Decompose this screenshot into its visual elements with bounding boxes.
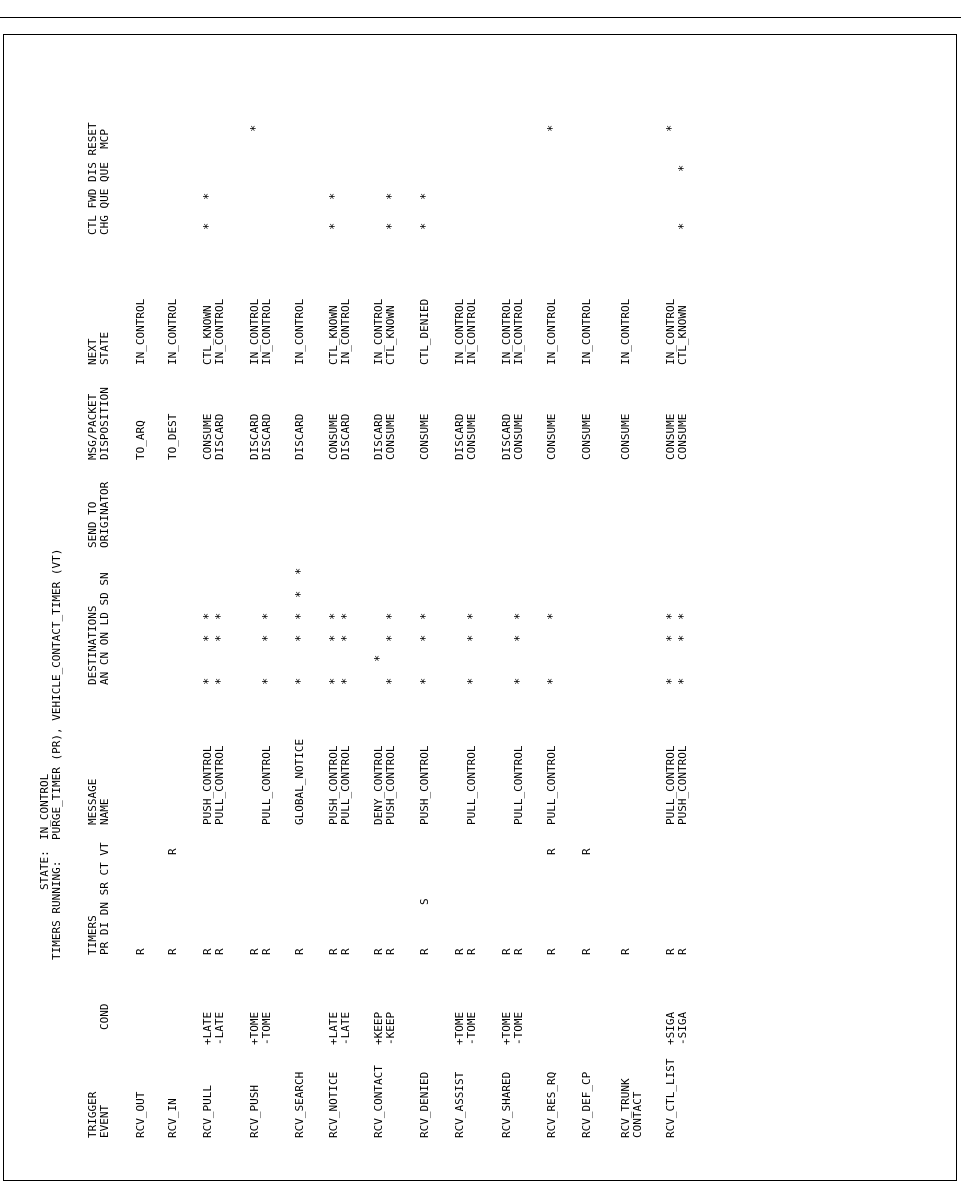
col-destinations-h1: DESTINATIONS <box>86 605 99 685</box>
timer-vt: R <box>545 848 558 855</box>
condition: -TOME <box>260 1011 273 1045</box>
destination-mark-ld: * <box>384 612 398 620</box>
next-state: CTL_KNOWN <box>201 305 214 365</box>
next-state: IN_CONTROL <box>512 298 525 365</box>
msg-packet-disposition: CONSUME <box>580 413 593 460</box>
trigger-event: CONTACT <box>631 1091 644 1138</box>
next-state: CTL_KNOWN <box>676 305 689 365</box>
timer-pr: R <box>201 948 214 955</box>
next-state: IN_CONTROL <box>134 298 147 365</box>
destination-mark-an: * <box>327 677 341 685</box>
msg-packet-disposition: CONSUME <box>664 413 677 460</box>
message-name: PUSH_CONTROL <box>418 745 431 825</box>
col-timers-h2: PR DI DN SR CT VT <box>98 842 111 955</box>
message-name: PUSH_CONTROL <box>201 745 214 825</box>
destination-mark-on: * <box>384 634 398 642</box>
col-queues-h2: CHG QUE QUE MCP <box>98 129 111 235</box>
queue-mark-fwd: * <box>418 192 432 200</box>
col-destinations-h2: AN CN ON LD SD SN <box>98 572 111 685</box>
destination-mark-an: * <box>293 677 307 685</box>
destination-mark-an: * <box>545 677 559 685</box>
condition: +SIGA <box>664 1011 677 1045</box>
msg-packet-disposition: DISCARD <box>260 413 273 460</box>
destination-mark-cn: * <box>372 654 386 662</box>
next-state: IN_CONTROL <box>619 298 632 365</box>
msg-packet-disposition: DISCARD <box>453 413 466 460</box>
timer-pr: R <box>664 948 677 955</box>
col-trigger-h1: TRIGGER <box>86 1091 99 1138</box>
queue-mark-ctl: * <box>676 222 690 230</box>
timer-pr: R <box>619 948 632 955</box>
msg-packet-disposition: DISCARD <box>213 413 226 460</box>
timer-pr: R <box>166 948 179 955</box>
condition: +TOME <box>500 1011 513 1045</box>
destination-mark-sn: * <box>293 567 307 575</box>
timer-pr: R <box>293 948 306 955</box>
destination-mark-an: * <box>676 677 690 685</box>
timers-running-value: PURGE_TIMER (PR), VEHICLE_CONTACT_TIMER (VT) <box>50 548 63 840</box>
col-next-state-h2: STATE <box>98 331 111 365</box>
trigger-event: RCV_SHARED <box>500 1071 513 1138</box>
col-send-to-h1: SEND TO <box>86 501 99 548</box>
queue-mark-ctl: * <box>384 222 398 230</box>
timer-pr: R <box>676 948 689 955</box>
destination-mark-ld: * <box>260 612 274 620</box>
timer-vt: R <box>166 848 179 855</box>
destination-mark-ld: * <box>201 612 215 620</box>
col-msg-packet-h1: MSG/PACKET <box>86 393 99 460</box>
condition: -LATE <box>213 1011 226 1045</box>
message-name: PULL_CONTROL <box>664 745 677 825</box>
condition: -KEEP <box>384 1011 397 1045</box>
msg-packet-disposition: DISCARD <box>248 413 261 460</box>
destination-mark-ld: * <box>418 612 432 620</box>
message-name: PULL_CONTROL <box>512 745 525 825</box>
condition: +LATE <box>201 1011 214 1045</box>
next-state: IN_CONTROL <box>260 298 273 365</box>
msg-packet-disposition: CONSUME <box>512 413 525 460</box>
message-name: PULL_CONTROL <box>213 745 226 825</box>
destination-mark-on: * <box>327 634 341 642</box>
msg-packet-disposition: DISCARD <box>339 413 352 460</box>
next-state: CTL_KNOWN <box>327 305 340 365</box>
message-name: GLOBAL_NOTICE <box>293 738 306 825</box>
timer-sr: S <box>418 898 431 905</box>
destination-mark-ld: * <box>676 612 690 620</box>
condition: +TOME <box>453 1011 466 1045</box>
destination-mark-an: * <box>418 677 432 685</box>
next-state: IN_CONTROL <box>293 298 306 365</box>
condition: +TOME <box>248 1011 261 1045</box>
trigger-event: RCV_RES_RQ <box>545 1071 558 1138</box>
timer-pr: R <box>339 948 352 955</box>
col-message-h1: MESSAGE <box>86 778 99 825</box>
message-name: DENY_CONTROL <box>372 745 385 825</box>
destination-mark-an: * <box>339 677 353 685</box>
msg-packet-disposition: CONSUME <box>619 413 632 460</box>
queue-mark-fwd: * <box>384 192 398 200</box>
timer-pr: R <box>500 948 513 955</box>
condition: -SIGA <box>676 1011 689 1045</box>
message-name: PULL_CONTROL <box>339 745 352 825</box>
timer-pr: R <box>453 948 466 955</box>
col-send-to-h2: ORIGINATOR <box>98 481 111 548</box>
next-state: IN_CONTROL <box>213 298 226 365</box>
timer-pr: R <box>512 948 525 955</box>
col-timers-h1: TIMERS <box>86 915 99 955</box>
destination-mark-on: * <box>201 634 215 642</box>
destination-mark-on: * <box>664 634 678 642</box>
trigger-event: RCV_SEARCH <box>293 1071 306 1138</box>
trigger-event: RCV_NOTICE <box>327 1071 340 1138</box>
next-state: IN_CONTROL <box>248 298 261 365</box>
col-queues-h1: CTL FWD DIS RESET <box>86 122 99 235</box>
destination-mark-an: * <box>512 677 526 685</box>
state-value: IN_CONTROL <box>38 773 51 840</box>
msg-packet-disposition: CONSUME <box>545 413 558 460</box>
next-state: CTL_DENIED <box>418 298 431 365</box>
destination-mark-ld: * <box>545 612 559 620</box>
destination-mark-ld: * <box>465 612 479 620</box>
destination-mark-an: * <box>260 677 274 685</box>
timer-pr: R <box>260 948 273 955</box>
trigger-event: RCV_PULL <box>201 1085 214 1138</box>
destination-mark-an: * <box>201 677 215 685</box>
col-message-h2: NAME <box>98 798 111 825</box>
destination-mark-ld: * <box>664 612 678 620</box>
condition: +KEEP <box>372 1011 385 1045</box>
destination-mark-ld: * <box>512 612 526 620</box>
msg-packet-disposition: TO_ARQ <box>134 420 147 460</box>
destination-mark-on: * <box>293 634 307 642</box>
trigger-event: RCV_CTL_LIST <box>664 1058 677 1138</box>
timer-pr: R <box>545 948 558 955</box>
queue-mark-dis: * <box>676 164 690 172</box>
destination-mark-an: * <box>664 677 678 685</box>
msg-packet-disposition: DISCARD <box>372 413 385 460</box>
msg-packet-disposition: CONSUME <box>676 413 689 460</box>
destination-mark-sd: * <box>293 590 307 598</box>
next-state: IN_CONTROL <box>453 298 466 365</box>
msg-packet-disposition: CONSUME <box>327 413 340 460</box>
trigger-event: RCV_IN <box>166 1098 179 1138</box>
trigger-event: RCV_DENIED <box>418 1071 431 1138</box>
timer-pr: R <box>372 948 385 955</box>
condition: -TOME <box>512 1011 525 1045</box>
destination-mark-an: * <box>465 677 479 685</box>
timer-pr: R <box>384 948 397 955</box>
message-name: PUSH_CONTROL <box>327 745 340 825</box>
message-name: PUSH_CONTROL <box>384 745 397 825</box>
trigger-event: RCV_DEF_CP <box>580 1071 593 1138</box>
message-name: PULL_CONTROL <box>465 745 478 825</box>
trigger-event: RCV_OUT <box>134 1091 147 1138</box>
destination-mark-ld: * <box>339 612 353 620</box>
destination-mark-ld: * <box>213 612 227 620</box>
queue-mark-ctl: * <box>418 222 432 230</box>
condition: -LATE <box>339 1011 352 1045</box>
queue-mark-reset: * <box>545 124 559 132</box>
destination-mark-on: * <box>213 634 227 642</box>
next-state: IN_CONTROL <box>166 298 179 365</box>
destination-mark-on: * <box>465 634 479 642</box>
col-next-state-h1: NEXT <box>86 338 99 365</box>
next-state: CTL_KNOWN <box>384 305 397 365</box>
timer-vt: R <box>580 848 593 855</box>
destination-mark-ld: * <box>293 612 307 620</box>
trigger-event: RCV_CONTACT <box>372 1065 385 1138</box>
destination-mark-ld: * <box>327 612 341 620</box>
trigger-event: RCV_ASSIST <box>453 1071 466 1138</box>
col-trigger-h2: EVENT <box>98 1104 111 1138</box>
msg-packet-disposition: CONSUME <box>384 413 397 460</box>
message-name: PUSH_CONTROL <box>676 745 689 825</box>
next-state: IN_CONTROL <box>500 298 513 365</box>
timer-pr: R <box>248 948 261 955</box>
msg-packet-disposition: DISCARD <box>500 413 513 460</box>
next-state: IN_CONTROL <box>545 298 558 365</box>
queue-mark-reset: * <box>664 124 678 132</box>
timer-pr: R <box>134 948 147 955</box>
msg-packet-disposition: CONSUME <box>418 413 431 460</box>
condition: -TOME <box>465 1011 478 1045</box>
next-state: IN_CONTROL <box>372 298 385 365</box>
destination-mark-on: * <box>418 634 432 642</box>
destination-mark-on: * <box>512 634 526 642</box>
rotated-state-table <box>15 0 961 1150</box>
queue-mark-ctl: * <box>327 222 341 230</box>
destination-mark-on: * <box>339 634 353 642</box>
col-msg-packet-h2: DISPOSITION <box>98 387 111 460</box>
next-state: IN_CONTROL <box>664 298 677 365</box>
timer-pr: R <box>327 948 340 955</box>
timer-pr: R <box>213 948 226 955</box>
destination-mark-on: * <box>260 634 274 642</box>
destination-mark-an: * <box>213 677 227 685</box>
timer-pr: R <box>580 948 593 955</box>
timer-pr: R <box>418 948 431 955</box>
next-state: IN_CONTROL <box>580 298 593 365</box>
queue-mark-reset: * <box>248 124 262 132</box>
destination-mark-an: * <box>384 677 398 685</box>
timer-pr: R <box>465 948 478 955</box>
queue-mark-fwd: * <box>201 192 215 200</box>
next-state: IN_CONTROL <box>339 298 352 365</box>
msg-packet-disposition: CONSUME <box>465 413 478 460</box>
col-cond: COND <box>98 1003 111 1030</box>
message-name: PULL_CONTROL <box>260 745 273 825</box>
destination-mark-on: * <box>676 634 690 642</box>
msg-packet-disposition: DISCARD <box>293 413 306 460</box>
state-label: STATE: <box>38 850 51 890</box>
queue-mark-ctl: * <box>201 222 215 230</box>
next-state: IN_CONTROL <box>465 298 478 365</box>
message-name: PULL_CONTROL <box>545 745 558 825</box>
msg-packet-disposition: CONSUME <box>201 413 214 460</box>
condition: +LATE <box>327 1011 340 1045</box>
trigger-event: RCV_TRUNK <box>619 1078 632 1138</box>
queue-mark-fwd: * <box>327 192 341 200</box>
msg-packet-disposition: TO_DEST <box>166 413 179 460</box>
timers-running-label: TIMERS RUNNING: <box>50 860 63 960</box>
trigger-event: RCV_PUSH <box>248 1085 261 1138</box>
